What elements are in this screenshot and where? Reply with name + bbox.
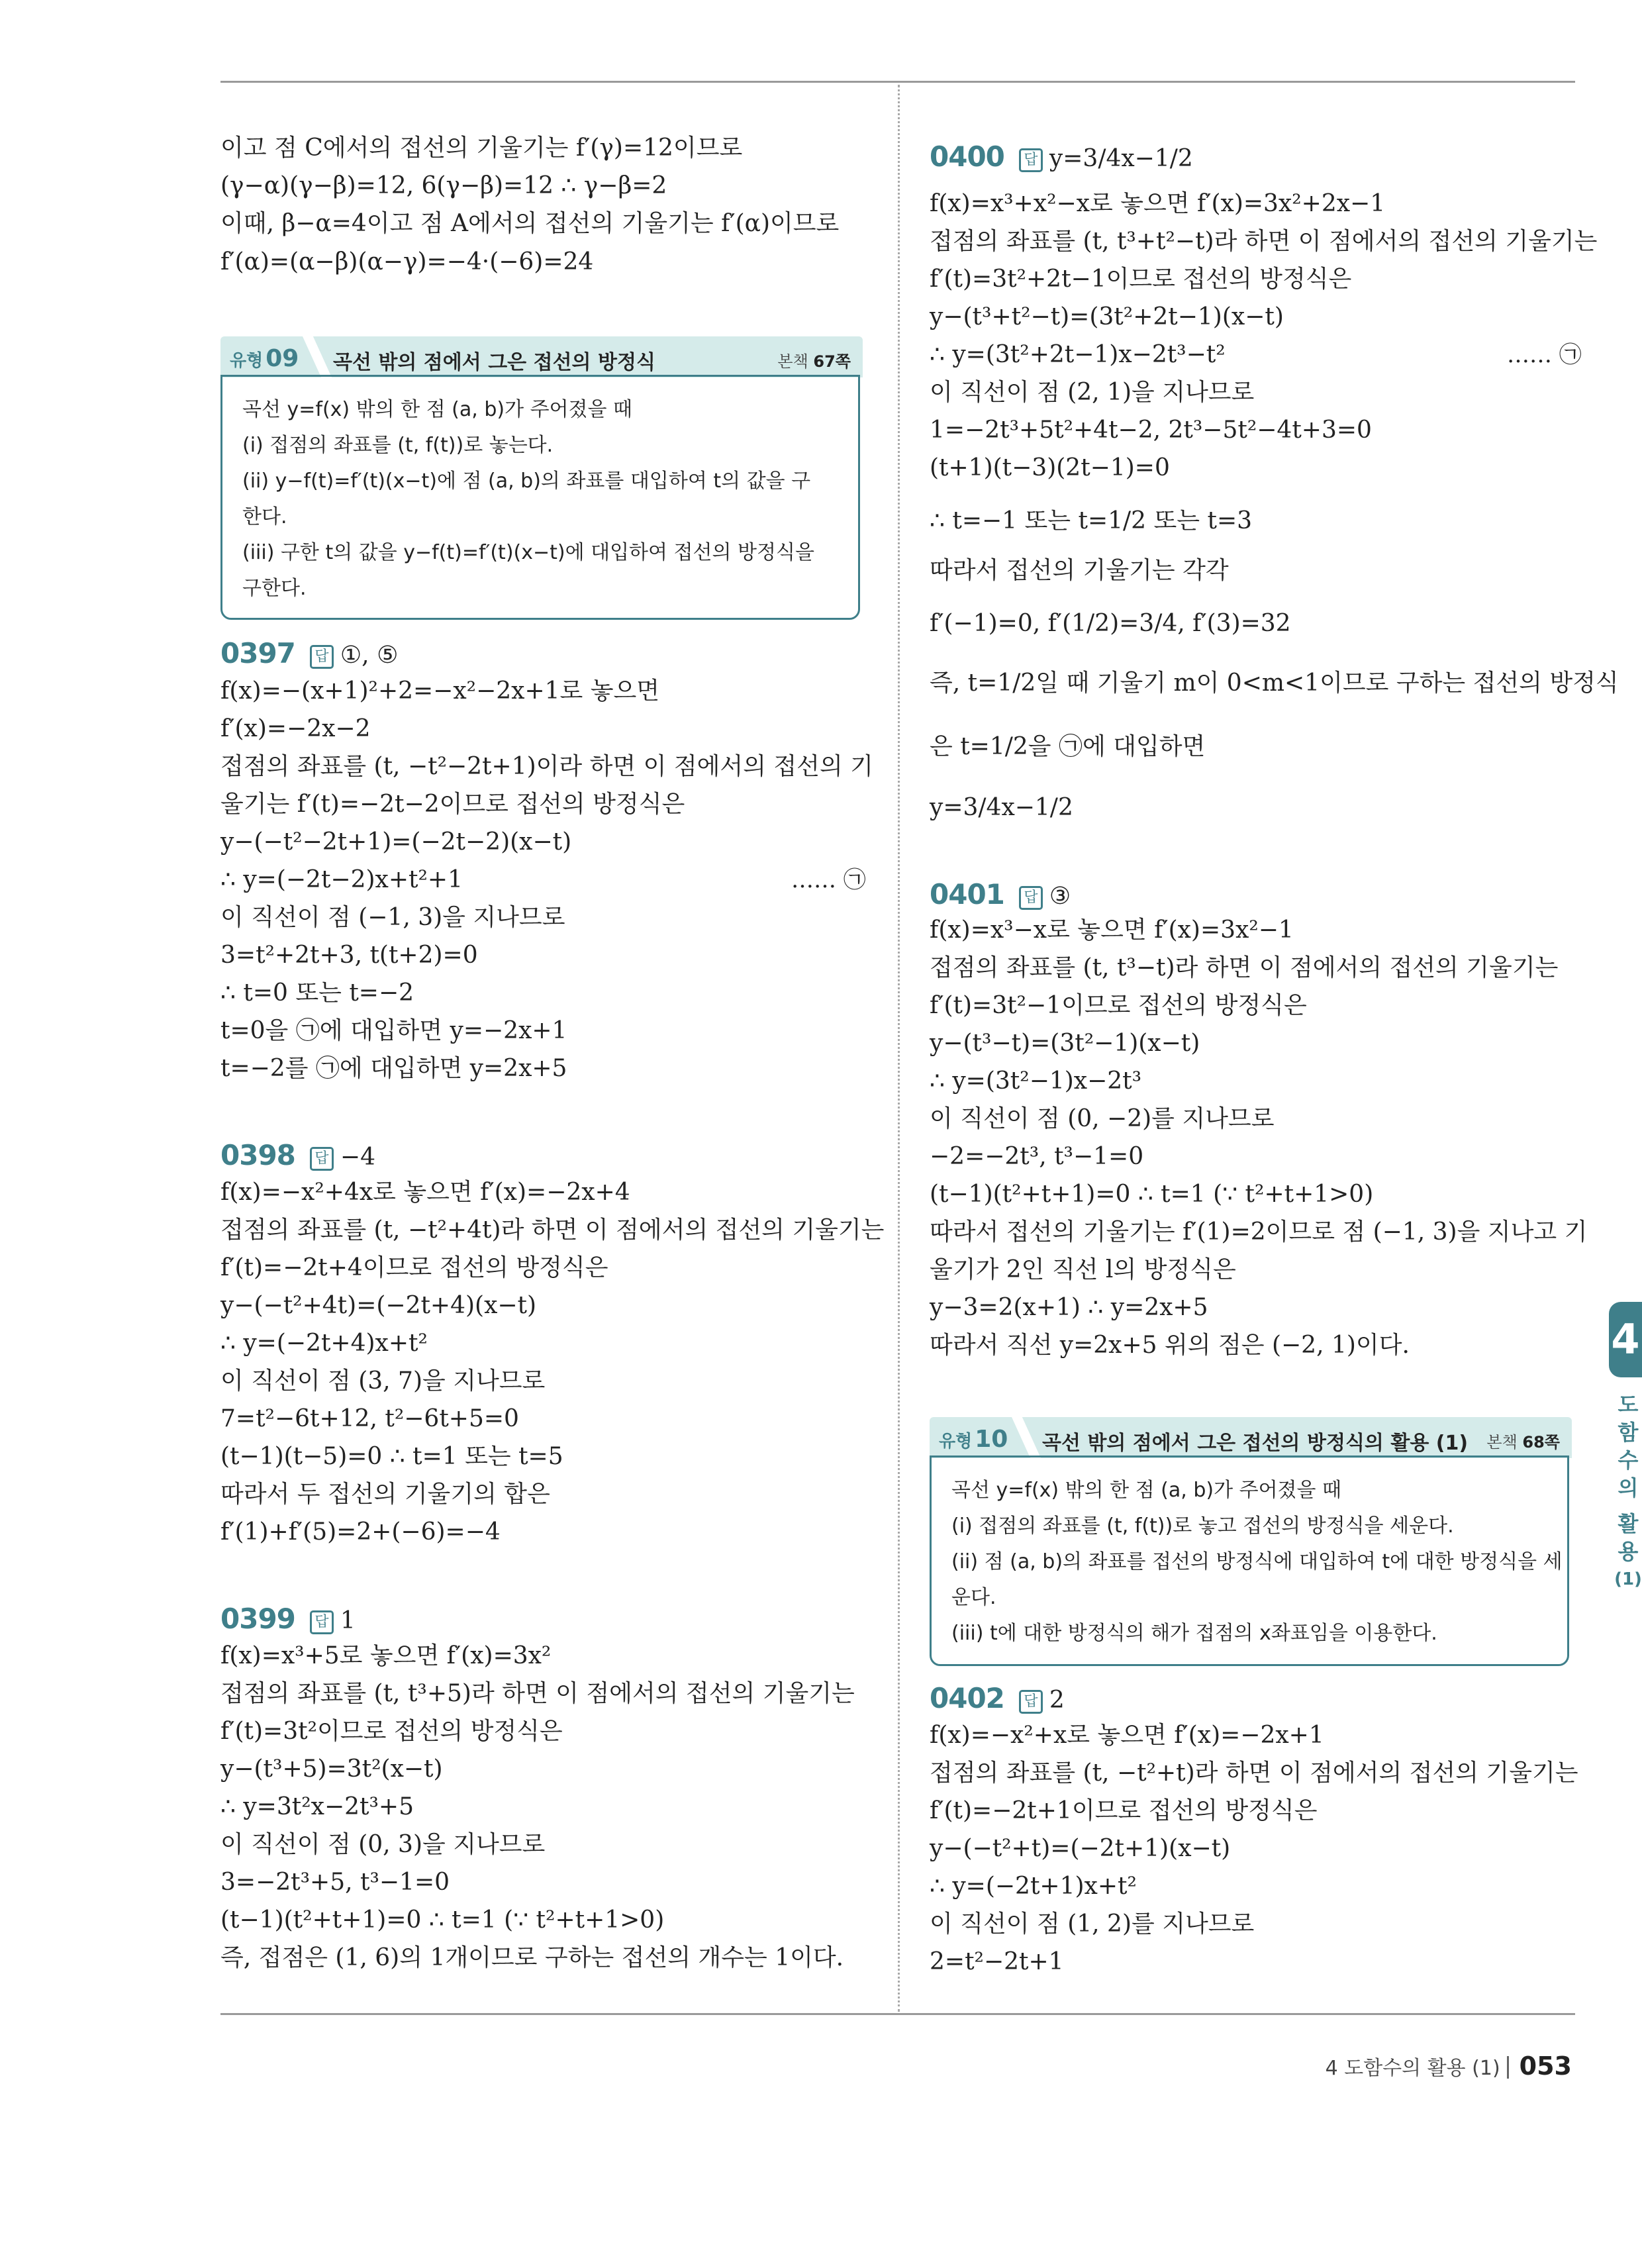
solution-line: 3=−2t³+5, t³−1=0 bbox=[220, 1869, 450, 1896]
solution-line: 따라서 직선 y=2x+5 위의 점은 (−2, 1)이다. bbox=[930, 1332, 1410, 1359]
solution-line: y−(t³+t²−t)=(3t²+2t−1)(x−t) bbox=[930, 303, 1284, 330]
question-0400-header bbox=[930, 140, 1193, 173]
question-0398-header bbox=[220, 1139, 375, 1171]
solution-line: ∴ y=(3t²+2t−1)x−2t³−t² …… ㉠ bbox=[930, 341, 1582, 368]
type-10-line: 곡선 y=f(x) 밖의 한 점 (a, b)가 주어졌을 때 bbox=[951, 1479, 1342, 1502]
answer-icon: 답 bbox=[310, 1147, 334, 1171]
solution-line: ∴ t=−1 또는 t=1/2 또는 t=3 bbox=[930, 507, 1253, 534]
solution-line: y−(t³+5)=3t²(x−t) bbox=[220, 1755, 443, 1783]
solution-line: f′(t)=3t²−1이므로 접선의 방정식은 bbox=[930, 992, 1307, 1019]
solution-line: 은 t=1/2을 ㉠에 대입하면 bbox=[930, 733, 1206, 760]
type-10-box bbox=[930, 1455, 1569, 1666]
type-09-line: 곡선 y=f(x) 밖의 한 점 (a, b)가 주어졌을 때 bbox=[242, 398, 633, 421]
solution-line: f(x)=−x²+x로 놓으면 f′(x)=−2x+1 bbox=[930, 1722, 1324, 1749]
answer-icon: 답 bbox=[310, 645, 334, 669]
solution-line: ∴ y=(−2t−2)x+t²+1 …… ㉠ bbox=[220, 866, 866, 893]
question-number: 0400 bbox=[930, 140, 1004, 173]
solution-line: (t−1)(t−5)=0 ∴ t=1 또는 t=5 bbox=[220, 1443, 563, 1470]
solution-line: t=−2를 ㉠에 대입하면 y=2x+5 bbox=[220, 1055, 567, 1082]
solution-line: f′(t)=3t²이므로 접선의 방정식은 bbox=[220, 1718, 563, 1745]
answer-icon: 답 bbox=[1019, 1690, 1043, 1714]
column-divider bbox=[898, 85, 900, 2012]
solution-line: f′(−1)=0, f′(1/2)=3/4, f′(3)=32 bbox=[930, 610, 1291, 637]
solution-line: y−(−t²−2t+1)=(−2t−2)(x−t) bbox=[220, 828, 572, 856]
solution-line: y−(t³−t)=(3t²−1)(x−t) bbox=[930, 1030, 1200, 1057]
chapter-side-label: 도 함 수 의 활 용 (1) bbox=[1614, 1392, 1642, 1589]
solution-line: 따라서 접선의 기울기는 f′(1)=2이므로 점 (−1, 3)을 지나고 기 bbox=[930, 1218, 1588, 1246]
solution-line: 따라서 접선의 기울기는 각각 bbox=[930, 557, 1229, 584]
solution-line: f′(1)+f′(5)=2+(−6)=−4 bbox=[220, 1518, 501, 1546]
solution-line: −2=−2t³, t³−1=0 bbox=[930, 1143, 1144, 1170]
type-09-line: (i) 접점의 좌표를 (t, f(t))로 놓는다. bbox=[242, 434, 554, 457]
solution-line: 접점의 좌표를 (t, t³−t)라 하면 이 점에서의 접선의 기울기는 bbox=[930, 954, 1559, 981]
type-10-ref: 본책 68쪽 bbox=[1486, 1433, 1560, 1452]
footer-separator bbox=[1507, 2056, 1509, 2079]
type-09-ref: 본책 67쪽 bbox=[777, 352, 851, 371]
solution-line: ∴ y=(3t²−1)x−2t³ bbox=[930, 1067, 1142, 1095]
solution-line: f(x)=−(x+1)²+2=−x²−2x+1로 놓으면 bbox=[220, 677, 660, 705]
solution-line: f′(t)=−2t+1이므로 접선의 방정식은 bbox=[930, 1797, 1318, 1824]
type-notch bbox=[303, 336, 332, 377]
answer-value: −4 bbox=[340, 1144, 375, 1171]
type-10-line: (i) 접점의 좌표를 (t, f(t))로 놓고 접선의 방정식을 세운다. bbox=[951, 1514, 1454, 1538]
solution-line: (t+1)(t−3)(2t−1)=0 bbox=[930, 454, 1170, 481]
type-notch bbox=[1012, 1417, 1041, 1458]
intro-line: 이고 점 C에서의 접선의 기울기는 f′(γ)=12이므로 bbox=[220, 134, 743, 162]
solution-line: 접점의 좌표를 (t, t³+t²−t)라 하면 이 점에서의 접선의 기울기는 bbox=[930, 228, 1598, 255]
answer-icon: 답 bbox=[1019, 886, 1043, 910]
answer-value: 2 bbox=[1049, 1687, 1065, 1714]
type-09-line: (iii) 구한 t의 값을 y−f(t)=f′(t)(x−t)에 대입하여 접선의 방정식을 bbox=[242, 541, 814, 564]
type-10-line: 운다. bbox=[951, 1586, 996, 1609]
type-09-line: 한다. bbox=[242, 505, 287, 528]
solution-line: 접점의 좌표를 (t, t³+5)라 하면 이 점에서의 접선의 기울기는 bbox=[220, 1680, 855, 1707]
type-10-header bbox=[930, 1417, 1572, 1458]
solution-line: 접점의 좌표를 (t, −t²−2t+1)이라 하면 이 점에서의 접선의 기 bbox=[220, 753, 873, 780]
solution-line: 이 직선이 점 (0, 3)을 지나므로 bbox=[220, 1831, 546, 1858]
solution-line: ∴ y=3t²x−2t³+5 bbox=[220, 1793, 414, 1820]
intro-line: f′(α)=(α−β)(α−γ)=−4·(−6)=24 bbox=[220, 248, 594, 275]
solution-line: y−(−t²+t)=(−2t+1)(x−t) bbox=[930, 1835, 1231, 1862]
equation-marker: …… ㉠ bbox=[1507, 342, 1582, 368]
footer-chapter: 4 도함수의 활용 (1) bbox=[1325, 2057, 1500, 2080]
solution-line: t=0을 ㉠에 대입하면 y=−2x+1 bbox=[220, 1017, 567, 1044]
type-10-title: 곡선 밖의 점에서 그은 접선의 방정식의 활용 (1) bbox=[1042, 1432, 1469, 1455]
question-number: 0399 bbox=[220, 1602, 295, 1635]
answer-value: ③ bbox=[1049, 883, 1071, 910]
question-0401-header bbox=[930, 878, 1071, 911]
page-number: 053 bbox=[1519, 2051, 1572, 2081]
intro-line: (γ−α)(γ−β)=12, 6(γ−β)=12 ∴ γ−β=2 bbox=[220, 172, 667, 199]
solution-line: y=3/4x−1/2 bbox=[930, 794, 1073, 821]
type-09-tag: 유형 09 bbox=[230, 345, 299, 372]
question-0402-header bbox=[930, 1682, 1065, 1714]
solution-line: f(x)=x³+5로 놓으면 f′(x)=3x² bbox=[220, 1642, 552, 1669]
solution-line: 이 직선이 점 (1, 2)를 지나므로 bbox=[930, 1910, 1255, 1938]
solution-line: (t−1)(t²+t+1)=0 ∴ t=1 (∵ t²+t+1>0) bbox=[930, 1181, 1374, 1208]
top-rule bbox=[220, 81, 1575, 83]
type-09-line: 구한다. bbox=[242, 577, 307, 600]
intro-line: 이때, β−α=4이고 점 A에서의 접선의 기울기는 f′(α)이므로 bbox=[220, 210, 840, 237]
solution-line: 1=−2t³+5t²+4t−2, 2t³−5t²−4t+3=0 bbox=[930, 417, 1372, 444]
solution-line: 울기가 2인 직선 l의 방정식은 bbox=[930, 1256, 1236, 1283]
solution-line: f′(t)=3t²+2t−1이므로 접선의 방정식은 bbox=[930, 266, 1352, 293]
type-09-box bbox=[220, 375, 860, 620]
equation-marker: …… ㉠ bbox=[791, 867, 866, 893]
solution-line: 7=t²−6t+12, t²−6t+5=0 bbox=[220, 1405, 519, 1432]
solution-line: 접점의 좌표를 (t, −t²+t)라 하면 이 점에서의 접선의 기울기는 bbox=[930, 1759, 1578, 1787]
page-footer bbox=[1326, 2051, 1572, 2081]
solution-line: 이 직선이 점 (2, 1)을 지나므로 bbox=[930, 379, 1255, 406]
solution-line: 2=t²−2t+1 bbox=[930, 1948, 1064, 1975]
question-number: 0398 bbox=[220, 1139, 295, 1171]
bottom-rule bbox=[220, 2013, 1575, 2015]
answer-value: ①, ⑤ bbox=[340, 642, 399, 669]
solution-line: y−(−t²+4t)=(−2t+4)(x−t) bbox=[220, 1292, 537, 1319]
solution-line: 울기는 f′(t)=−2t−2이므로 접선의 방정식은 bbox=[220, 791, 685, 818]
answer-value: y=3/4x−1/2 bbox=[1049, 145, 1193, 172]
question-number: 0397 bbox=[220, 637, 295, 669]
type-09-header bbox=[220, 336, 863, 377]
question-0397-header bbox=[220, 637, 398, 669]
solution-line: f(x)=−x²+4x로 놓으면 f′(x)=−2x+4 bbox=[220, 1179, 630, 1206]
solution-line: f′(x)=−2x−2 bbox=[220, 715, 371, 742]
type-10-tag: 유형 10 bbox=[939, 1426, 1008, 1453]
solution-line: 즉, t=1/2일 때 기울기 m이 0<m<1이므로 구하는 접선의 방정식 bbox=[930, 669, 1619, 697]
type-09-number: 09 bbox=[266, 345, 299, 372]
solution-line: ∴ t=0 또는 t=−2 bbox=[220, 979, 414, 1007]
type-09-line: (ii) y−f(t)=f′(t)(x−t)에 점 (a, b)의 좌표를 대입하여 t의 값을 구 bbox=[242, 469, 811, 493]
solution-line: 접점의 좌표를 (t, −t²+4t)라 하면 이 점에서의 접선의 기울기는 bbox=[220, 1216, 885, 1244]
question-number: 0401 bbox=[930, 878, 1004, 911]
answer-value: 1 bbox=[340, 1607, 356, 1634]
solution-line: (t−1)(t²+t+1)=0 ∴ t=1 (∵ t²+t+1>0) bbox=[220, 1906, 665, 1934]
type-10-number: 10 bbox=[975, 1426, 1008, 1453]
solution-line: 3=t²+2t+3, t(t+2)=0 bbox=[220, 942, 478, 969]
solution-line: y−3=2(x+1) ∴ y=2x+5 bbox=[930, 1294, 1208, 1321]
answer-icon: 답 bbox=[1019, 148, 1043, 172]
solution-line: 이 직선이 점 (0, −2)를 지나므로 bbox=[930, 1105, 1275, 1132]
type-09-title: 곡선 밖의 점에서 그은 접선의 방정식 bbox=[333, 351, 655, 374]
chapter-tab: 4 bbox=[1609, 1302, 1642, 1377]
solution-line: f(x)=x³−x로 놓으면 f′(x)=3x²−1 bbox=[930, 916, 1294, 944]
solution-line: 이 직선이 점 (3, 7)을 지나므로 bbox=[220, 1367, 546, 1395]
solution-line: 즉, 접점은 (1, 6)의 1개이므로 구하는 접선의 개수는 1이다. bbox=[220, 1944, 844, 1971]
solution-line: ∴ y=(−2t+4)x+t² bbox=[220, 1330, 428, 1357]
solution-line: 이 직선이 점 (−1, 3)을 지나므로 bbox=[220, 904, 565, 931]
type-10-line: (iii) t에 대한 방정식의 해가 접점의 x좌표임을 이용한다. bbox=[951, 1622, 1437, 1645]
question-0399-header bbox=[220, 1602, 356, 1635]
answer-icon: 답 bbox=[310, 1610, 334, 1634]
solution-line: ∴ y=(−2t+1)x+t² bbox=[930, 1873, 1137, 1900]
type-10-line: (ii) 점 (a, b)의 좌표를 접선의 방정식에 대입하여 t에 대한 방정식을 세 bbox=[951, 1550, 1563, 1573]
solution-line: f′(t)=−2t+4이므로 접선의 방정식은 bbox=[220, 1254, 608, 1281]
solution-line: f(x)=x³+x²−x로 놓으면 f′(x)=3x²+2x−1 bbox=[930, 190, 1386, 217]
question-number: 0402 bbox=[930, 1682, 1004, 1714]
solution-line: 따라서 두 접선의 기울기의 합은 bbox=[220, 1481, 550, 1508]
